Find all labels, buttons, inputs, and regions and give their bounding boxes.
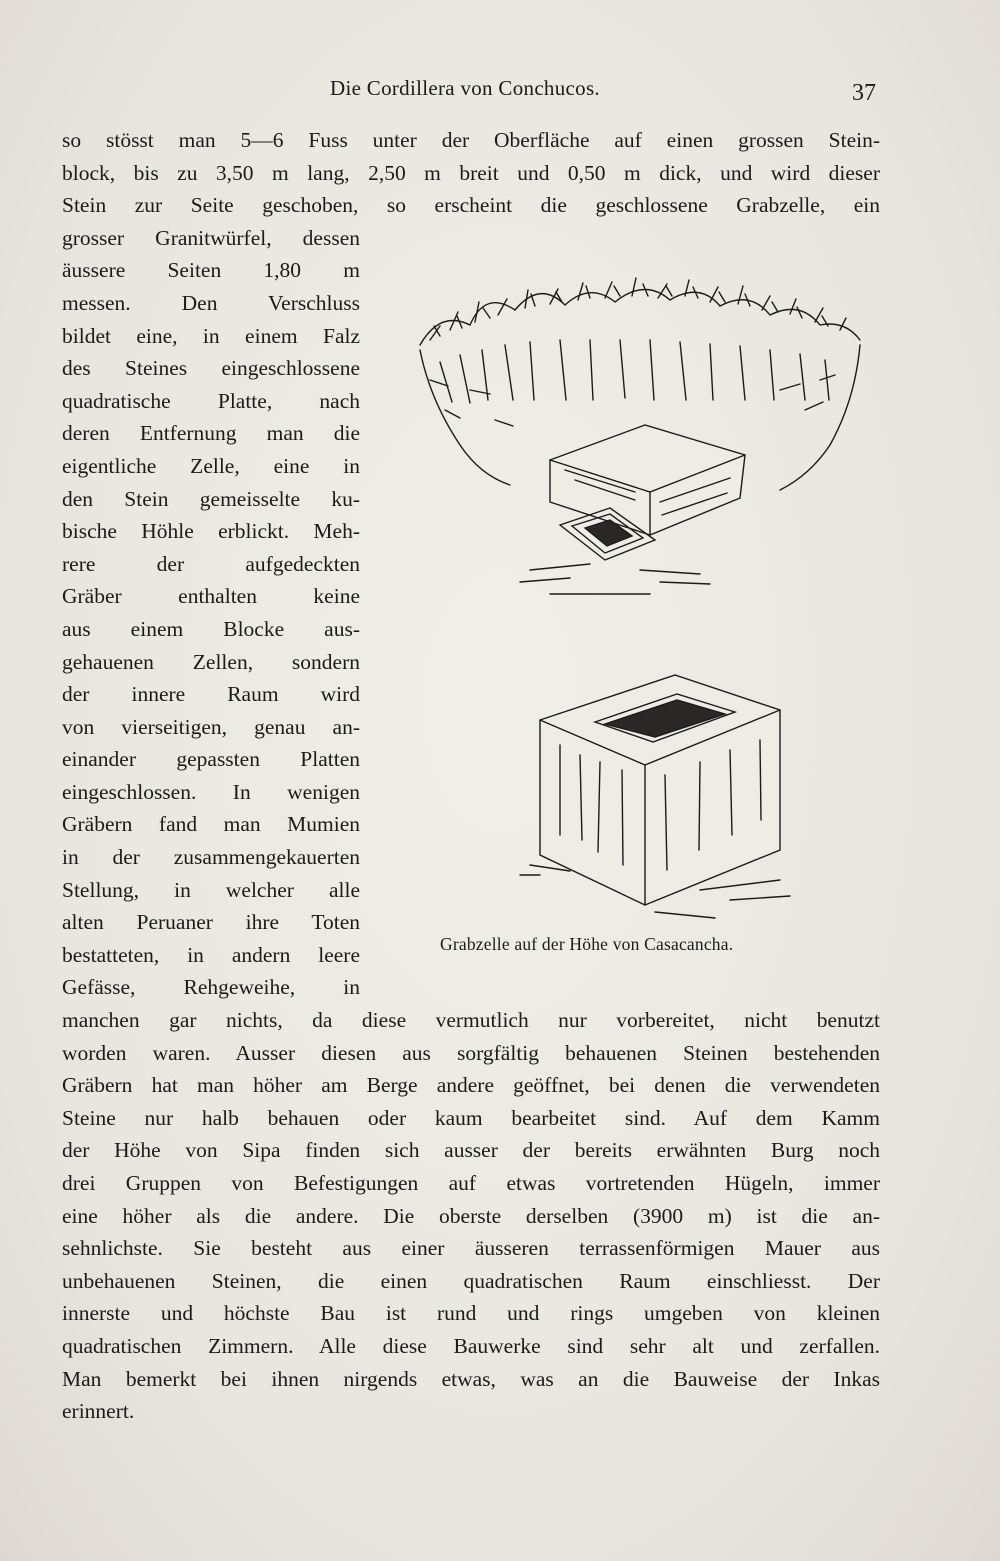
- text-line: den Stein gemeisselte ku-: [62, 486, 360, 511]
- text-line: drei Gruppen von Befestigungen auf etwas vortretenden Hügeln, immer: [62, 1171, 880, 1195]
- text-line: eingeschlossen. In wenigen: [62, 779, 360, 804]
- text-line: rere der aufgedeckten: [62, 551, 360, 576]
- text-line: quadratische Platte, nach: [62, 388, 360, 413]
- text-line: manchen gar nichts, da diese vermutlich nur vorbereitet, nicht benutzt: [62, 1008, 880, 1033]
- text-line: Steine nur halb behauen oder kaum bearbeitet sind. Auf dem Kamm: [62, 1105, 880, 1130]
- text-line: bische Höhle erblickt. Meh-: [62, 519, 360, 544]
- text-line: aus einem Blocke aus-: [62, 616, 360, 641]
- text-line: Gräbern hat man höher am Berge andere geöffnet, bei denen die verwendeten: [62, 1073, 880, 1098]
- text-line: Stein zur Seite geschoben, so erscheint die geschlossene Grabzelle, ein: [62, 193, 880, 218]
- text-line: messen. Den Verschluss: [62, 290, 360, 315]
- text-line: innerste und höchste Bau ist rund und rings umgeben von kleinen: [62, 1301, 880, 1326]
- running-title: Die Cordillera von Conchucos.: [330, 76, 600, 100]
- text-line: äussere Seiten 1,80 m: [62, 258, 360, 283]
- text-line: Stellung, in welcher alle: [62, 877, 360, 902]
- text-line: einander gepassten Platten: [62, 747, 360, 772]
- text-line: bestatteten, in andern leere: [62, 942, 360, 967]
- text-line: block, bis zu 3,50 m lang, 2,50 m breit und 0,50 m dick, und wird dieser: [62, 160, 880, 185]
- foliage-illustration: [420, 278, 860, 345]
- text-line: eigentliche Zelle, eine in: [62, 453, 360, 478]
- text-line: Gräbern fand man Mumien: [62, 812, 360, 837]
- text-line: alten Peruaner ihre Toten: [62, 910, 360, 935]
- text-line: Man bemerkt bei ihnen nirgends etwas, was an die Bauweise der Inkas: [62, 1366, 880, 1391]
- text-line: der innere Raum wird: [62, 682, 360, 707]
- text-line: Gefässe, Rehgeweihe, in: [62, 975, 360, 1000]
- text-line: deren Entfernung man die: [62, 421, 360, 446]
- text-line: sehnlichste. Sie besteht aus einer äusseren terrassenförmigen Mauer aus: [62, 1236, 880, 1261]
- page-header: [0, 72, 1000, 112]
- text-line: Gräber enthalten keine: [62, 584, 360, 609]
- text-line: worden waren. Ausser diesen aus sorgfältig behauenen Steinen bestehenden: [62, 1040, 880, 1065]
- text-line: grosser Granitwürfel, dessen: [62, 225, 360, 250]
- text-line: gehauenen Zellen, sondern: [62, 649, 360, 674]
- text-line: unbehauenen Steinen, die einen quadratischen Raum einschliesst. Der: [62, 1268, 880, 1293]
- stone-box: [520, 675, 790, 918]
- text-line: eine höher als die andere. Die oberste derselben (3900 m) ist die an-: [62, 1203, 880, 1228]
- text-line: so stösst man 5—6 Fuss unter der Oberfläche auf einen grossen Stein-: [62, 128, 880, 152]
- text-line: von vierseitigen, genau an-: [62, 714, 360, 739]
- text-line: erinnert.: [62, 1399, 135, 1424]
- text-line: quadratischen Zimmern. Alle diese Bauwerke sind sehr alt und zerfallen.: [62, 1333, 880, 1358]
- grave-cell-illustration: [400, 270, 870, 960]
- text-line: bildet eine, in einem Falz: [62, 323, 360, 348]
- figure-caption: Grabzelle auf der Höhe von Casacancha.: [440, 934, 734, 954]
- text-line: in der zusammengekauerten: [62, 845, 360, 870]
- text-line: des Steines eingeschlossene: [62, 356, 360, 381]
- text-line: der Höhe von Sipa finden sich ausser der bereits erwähnten Burg noch: [62, 1138, 880, 1163]
- page-number: 37: [852, 80, 876, 106]
